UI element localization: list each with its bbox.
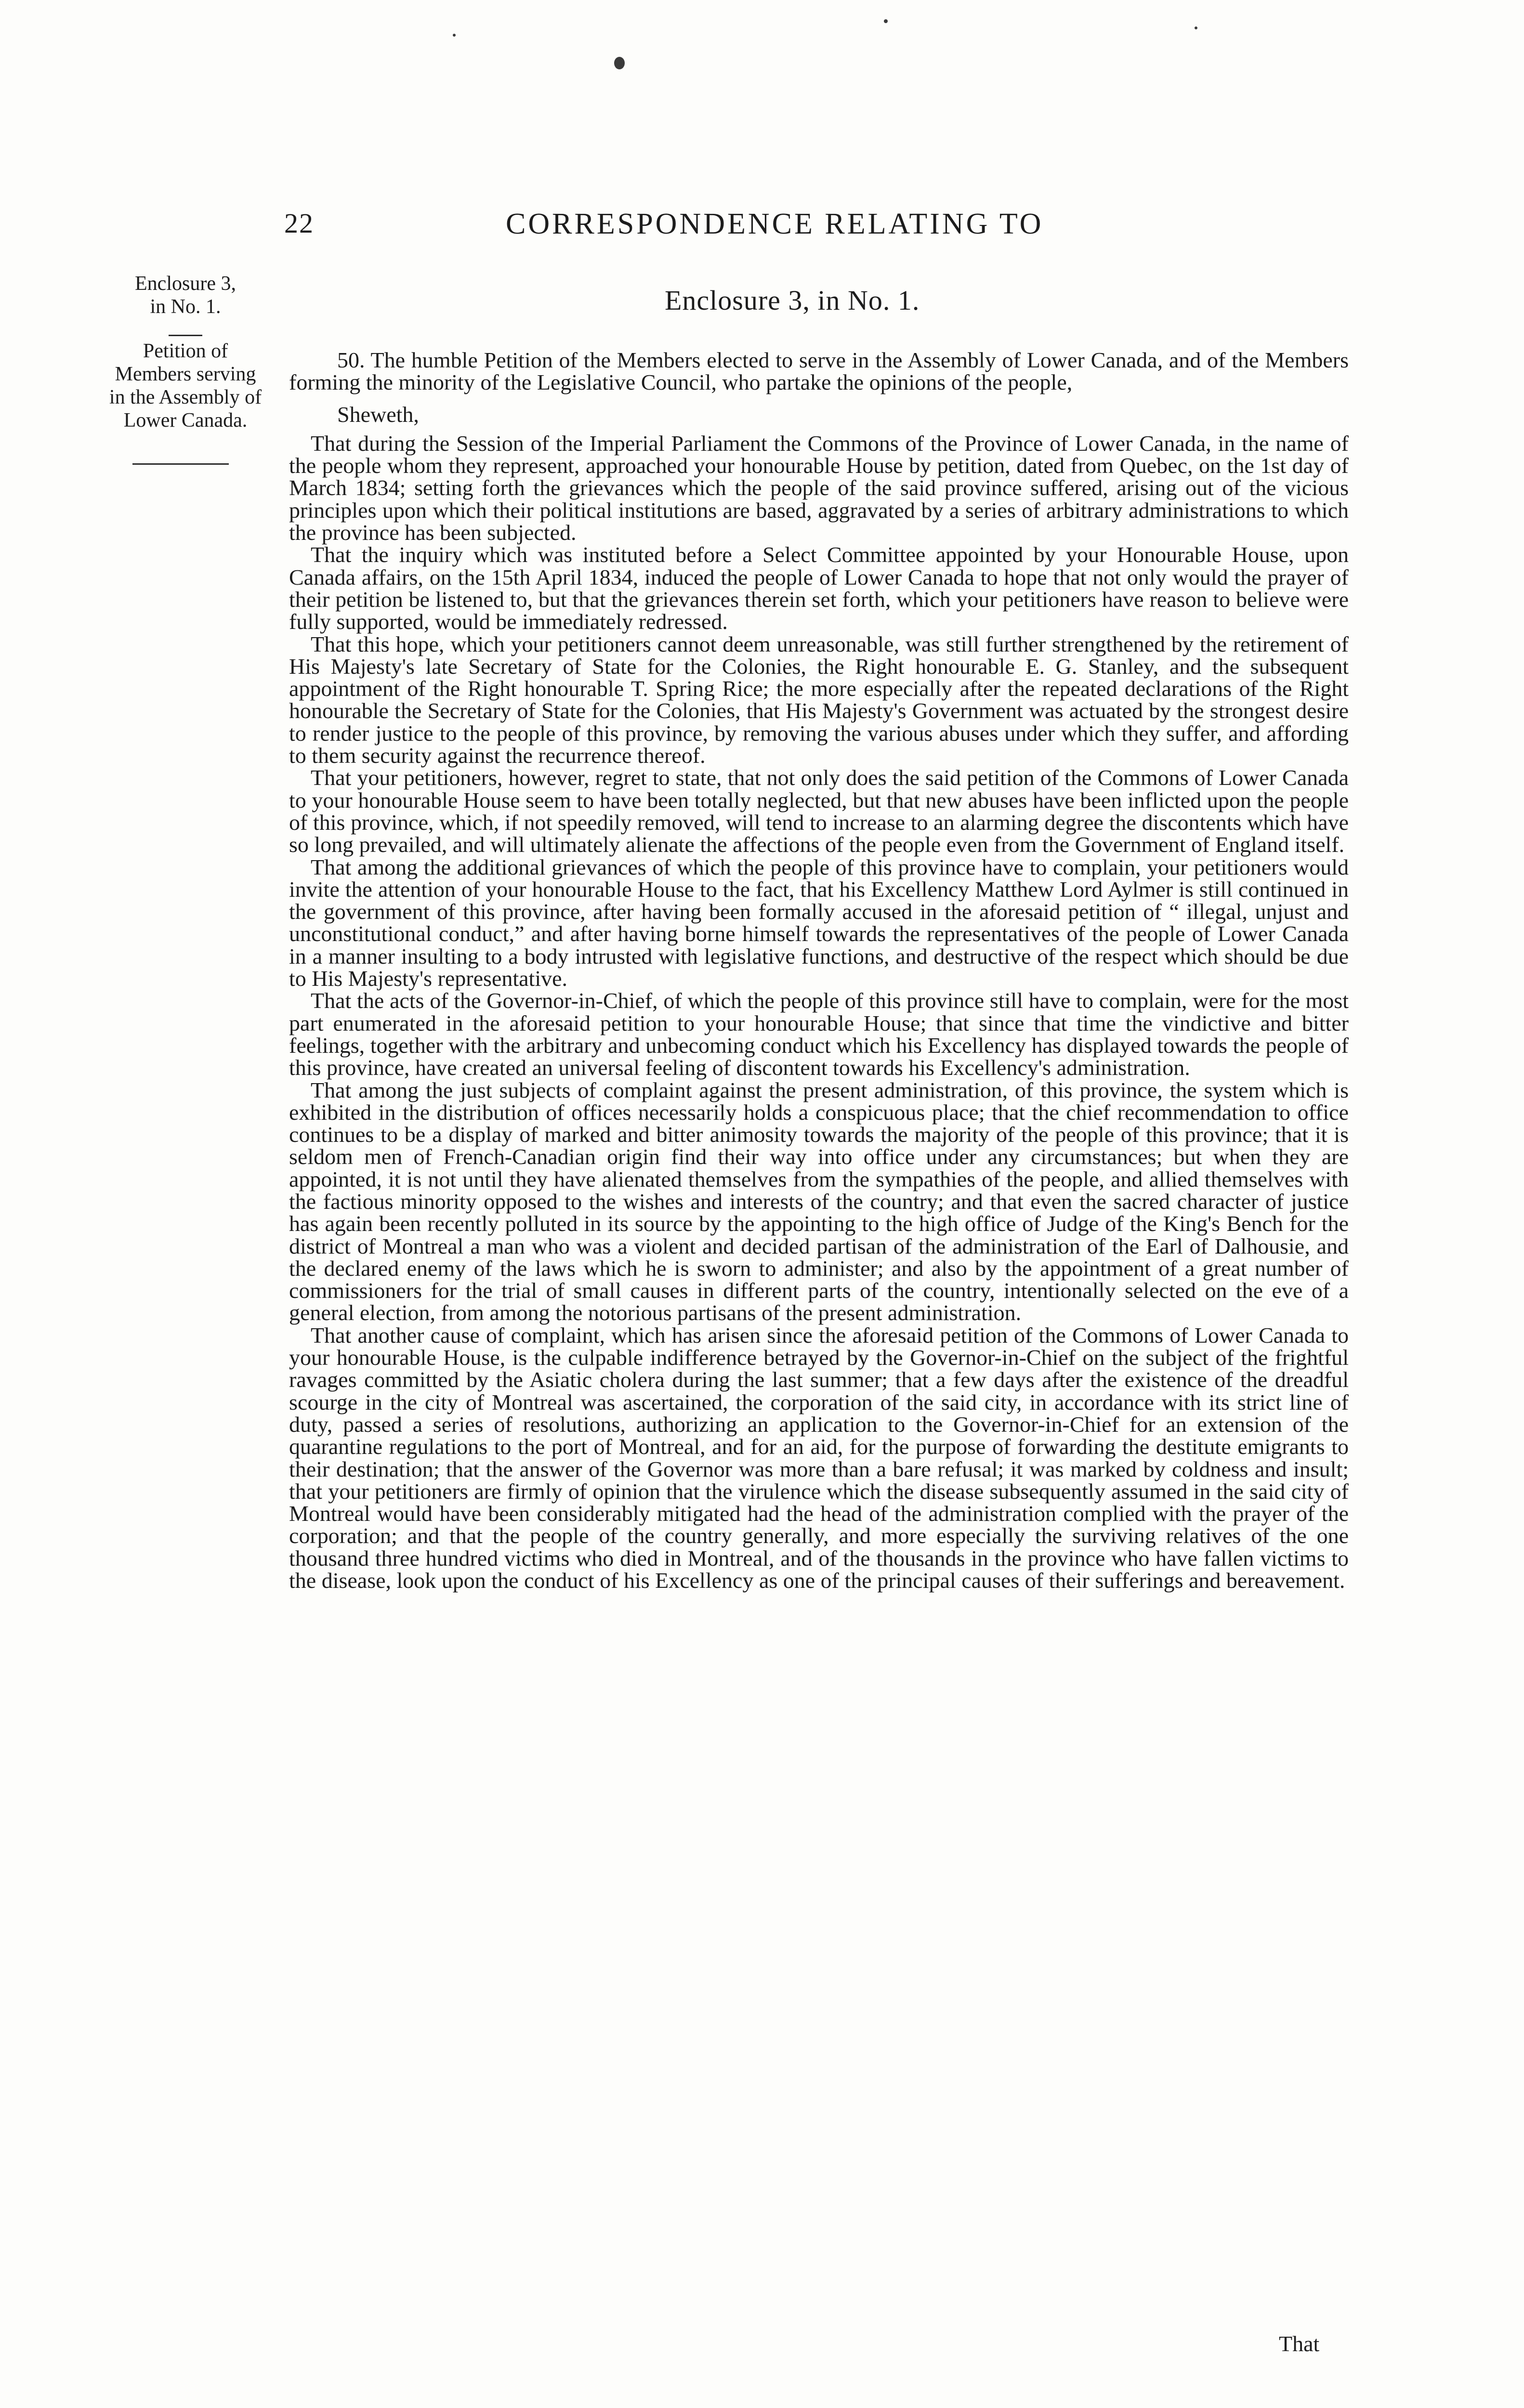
margin-note-line: Members serving [115, 363, 256, 385]
margin-note-line: in the Assembly of [109, 386, 262, 408]
opening-paragraph: 50. The humble Petition of the Members elected to serve in the Assembly of Lower Canada, and of the Members forming the minority of the Legislative Council, who partake the opinions of the people, [289, 348, 1349, 395]
petition-paragraph: That during the Session of the Imperial Parliament the Commons of the Province of Lower Canada, in the name of the people whom they represent, approached your honourable House by petition, dated from Quebec, on the 1st day of March 1834; setting forth the grievances which the people of the said province suffered, arising out of the vicious principles upon which their political institutions are based, aggravated by a series of arbitrary administrations to which the province has been subjected. [289, 431, 1349, 545]
scan-speck [614, 57, 625, 69]
petition-paragraph: That another cause of complaint, which has arisen since the aforesaid petition of the Commons of Lower Canada to your honourable House, is the culpable indifference betrayed by the Governor-in-Chief on the subject of the frightful ravages committed by the Asiatic cholera during the last summer; that a few days after the existence of the dreadful scourge in the city of Montreal was ascertained, the corporation of the said city, in accordance with its strict line of duty, passed a series of resolutions, authorizing an application to the Governor-in-Chief for an extension of the quarantine regulations to the port of Montreal, and for an aid, for the purpose of forwarding the destitute emigrants to their destination; that the answer of the Governor was more than a bare refusal; it was marked by coldness and insult; that your petitioners are firmly of opinion that the virulence which the disease subsequently assumed in the said city of Montreal would have been considerably mitigated had the head of the administration complied with the prayer of the corporation; and that the people of the country generally, and more especially the surviving relatives of the one thousand three hundred victims who died in Montreal, and of the thousands in the province who have fallen victims to the disease, look upon the conduct of his Excellency as one of the principal causes of their sufferings and bereavement. [289, 1322, 1349, 1593]
petition-paragraph: That the acts of the Governor-in-Chief, of which the people of this province still have to complain, were for the most part enumerated in the aforesaid petition to your honourable House; that since that time the vindictive and bitter feelings, together with the arbitrary and unbecoming conduct which his Excellency has displayed towards the people of this province, have created an universal feeling of discontent towards his Excellency's administration. [289, 988, 1349, 1080]
margin-note-petition [89, 340, 282, 432]
margin-rule [169, 335, 202, 336]
margin-note-line: Lower Canada. [123, 409, 248, 432]
margin-note-line: Enclosure 3, [135, 273, 236, 295]
petition-paragraph: That among the additional grievances of which the people of this province have to complain, your petitioners would invite the attention of your honourable House to the fact, that his Excellency Matthew Lord Aylmer is still continued in the government of this province, after having been formally accused in the aforesaid petition of “ illegal, unjust and unconstitutional conduct,” and after having borne himself towards the representatives of the people of Lower Canada in a manner insulting to a body intrusted with legislative functions, and destructive of the respect which should be due to His Majesty's representative. [289, 854, 1349, 991]
running-title: CORRESPONDENCE RELATING TO [506, 208, 1044, 240]
petition-paragraph: That among the just subjects of complaint against the present administration, of this province, the system which is exhibited in the distribution of offices necessarily holds a conspicuous place; that the chief recommendation to office continues to be a display of marked and bitter animosity towards the majority of the people of this province; that it is seldom men of French-Canadian origin find their way into office under any circumstances; but when they are appointed, it is not until they have alienated themselves from the sympathies of the people, and allied themselves with the factious minority opposed to the wishes and interests of the country; and that even the sacred character of justice has again been recently polluted in its source by the appointing to the high office of Judge of the King's Bench for the district of Montreal a man who was a violent and decided partisan of the administration of the Earl of Dalhousie, and the declared enemy of the laws which he is sworn to administer; and also by the appointment of a great number of commissioners for the trial of small causes in different parts of the country, intentionally selected on the eve of a general election, from among the notorious partisans of the present administration. [289, 1077, 1349, 1325]
margin-note-enclosure [89, 272, 282, 318]
catchword: That [1279, 2331, 1320, 2356]
scan-speck [884, 19, 888, 23]
petition-paragraph: That your petitioners, however, regret to state, that not only does the said petition of the Commons of Lower Canada to your honourable House seem to have been totally neglected, but that new abuses have been inflicted upon the people of this province, which, if not speedily removed, will tend to increase to an alarming degree the discontents which have so long prevailed, and will ultimately alienate the affections of the people even from the Government of England itself. [289, 765, 1349, 857]
running-head [284, 207, 1248, 246]
petition-paragraph: That this hope, which your petitioners cannot deem unreasonable, was still further strengthened by the retirement of His Majesty's late Secretary of State for the Colonies, the Right honourable E. G. Stanley, and the subsequent appointment of the Right honourable T. Spring Rice; the more especially after the repeated declarations of the Right honourable the Secretary of State for the Colonies, that His Majesty's Government was actuated by the strongest desire to render justice to the people of this province, by removing the various abuses under which they suffer, and affording to them security against the recurrence thereof. [289, 631, 1349, 768]
margin-note-line: Petition of [143, 340, 228, 362]
petition-text [289, 349, 1349, 1592]
petition-paragraph: That the inquiry which was instituted before a Select Committee appointed by your Honourable House, upon Canada affairs, on the 15th April 1834, induced the people of Lower Canada to hope that not only would the prayer of their petition be listened to, but that the grievances therein set forth, which your petitioners have reason to believe were fully supported, would be immediately redressed. [289, 542, 1349, 634]
page-number: 22 [284, 208, 314, 239]
margin-rule [132, 463, 229, 465]
scan-speck [453, 34, 456, 37]
scan-speck [1195, 26, 1197, 29]
enclosure-heading: Enclosure 3, in No. 1. [665, 285, 920, 316]
margin-note-line: in No. 1. [150, 296, 221, 318]
salutation: Sheweth, [337, 402, 419, 427]
